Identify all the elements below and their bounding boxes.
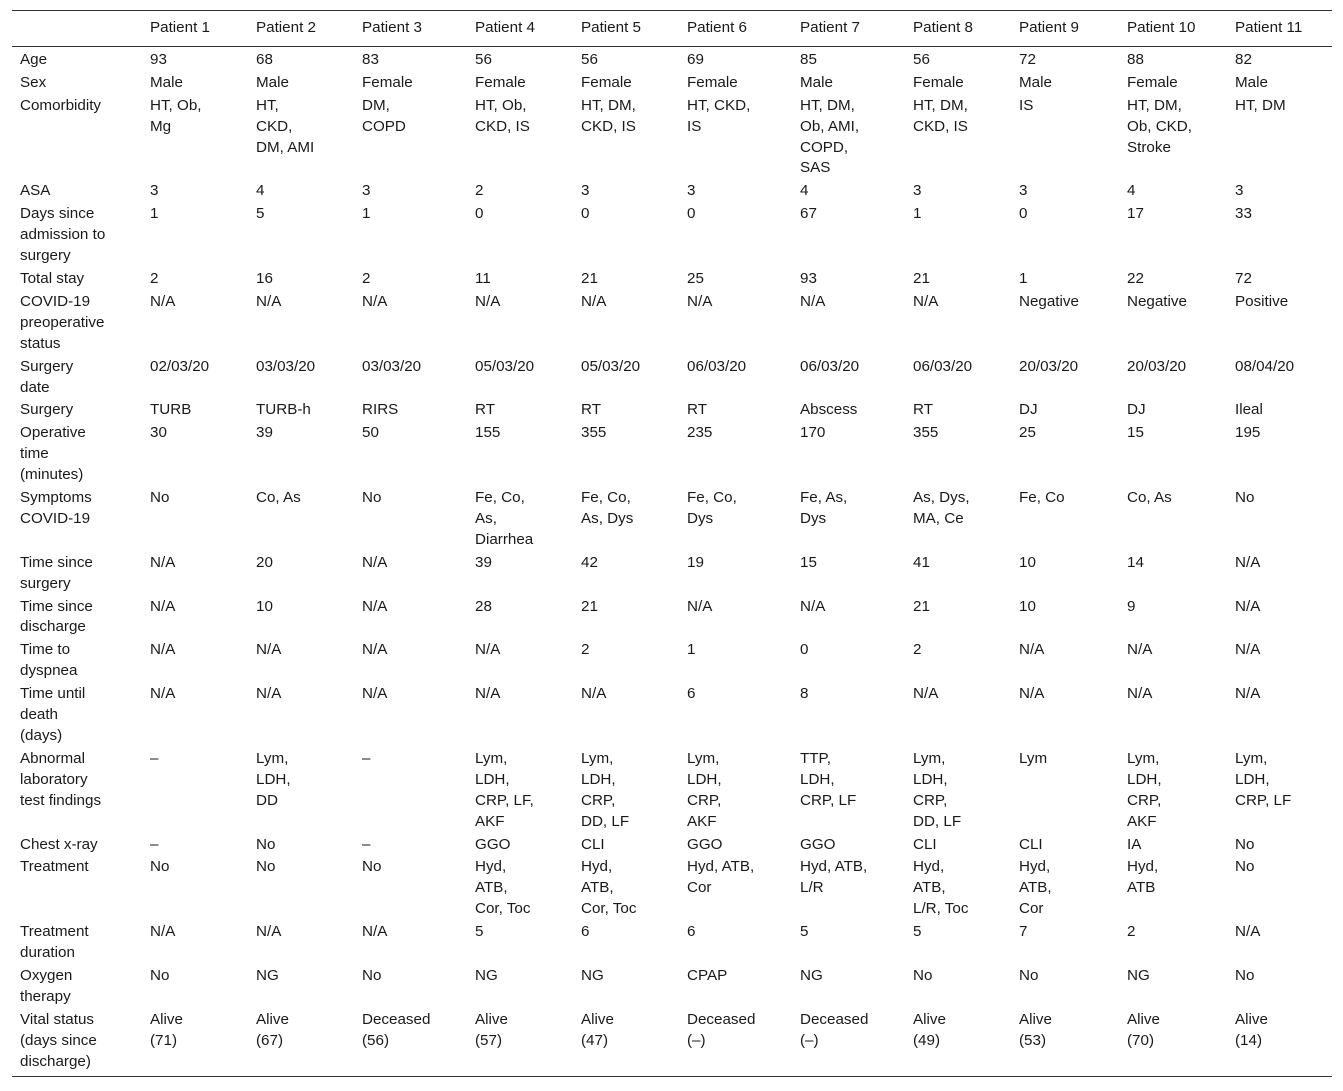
table-cell: CLI — [1019, 835, 1043, 853]
table-cell: 235 — [687, 424, 713, 442]
row-label: Treatment duration — [20, 923, 89, 962]
table-cell: 5 — [913, 923, 922, 941]
row-label: Sex — [20, 73, 47, 91]
table-cell: 14 — [1127, 553, 1144, 571]
table-cell: 21 — [581, 269, 598, 287]
table-cell: 28 — [475, 597, 492, 615]
table-cell: N/A — [150, 597, 176, 615]
table-cell: 10 — [1019, 597, 1036, 615]
table-cell: 83 — [362, 50, 379, 68]
table-cell: Male — [256, 73, 289, 91]
table-cell: Hyd, ATB, Cor, Toc — [581, 858, 637, 918]
table-cell: Female — [1127, 73, 1178, 91]
table-row — [12, 179, 1332, 202]
table-cell: NG — [1127, 966, 1150, 984]
table-cell: 5 — [800, 923, 809, 941]
row-label: Symptoms COVID-19 — [20, 489, 92, 527]
table-cell: 25 — [1019, 424, 1036, 442]
table-cell: N/A — [1019, 685, 1045, 703]
table-cell: 25 — [687, 269, 704, 287]
table-cell: Male — [800, 73, 833, 91]
table-cell: 5 — [475, 923, 484, 941]
table-cell: N/A — [150, 553, 176, 571]
table-cell: 2 — [581, 641, 590, 659]
column-header-patient-9: Patient 9 — [1011, 11, 1119, 47]
table-row — [12, 46, 1332, 70]
table-cell: 170 — [800, 424, 826, 442]
table-cell: No — [150, 489, 170, 507]
table-row — [12, 202, 1332, 267]
table-cell: N/A — [150, 923, 176, 941]
table-cell: Fe, Co — [1019, 489, 1065, 507]
row-label: Time to dyspnea — [20, 641, 78, 680]
table-cell: N/A — [1127, 685, 1153, 703]
table-cell: 3 — [1019, 182, 1028, 200]
table-cell: Female — [362, 73, 413, 91]
table-row — [12, 1008, 1332, 1076]
table-cell: N/A — [913, 685, 939, 703]
table-cell: 155 — [475, 424, 501, 442]
table-cell: N/A — [1127, 641, 1153, 659]
table-cell: RT — [581, 401, 601, 419]
table-row — [12, 355, 1332, 399]
table-cell: Hyd, ATB, Cor — [687, 858, 755, 897]
table-cell: 1 — [1019, 269, 1028, 287]
table-row — [12, 421, 1332, 486]
table-cell: 20/03/20 — [1019, 357, 1079, 375]
table-cell: 2 — [1127, 923, 1136, 941]
table-cell: Hyd, ATB, Cor, Toc — [475, 858, 531, 918]
table-cell: 93 — [150, 50, 167, 68]
table-cell: 10 — [256, 597, 273, 615]
table-cell: 17 — [1127, 205, 1144, 223]
table-cell: 0 — [581, 205, 590, 223]
table-cell: Lym, LDH, CRP, LF — [1235, 749, 1292, 809]
table-cell: Female — [475, 73, 526, 91]
table-cell: 72 — [1019, 50, 1036, 68]
table-cell: No — [1235, 966, 1255, 984]
table-cell: N/A — [256, 923, 282, 941]
table-cell: 0 — [800, 641, 809, 659]
table-cell: 15 — [800, 553, 817, 571]
table-cell: 39 — [256, 424, 273, 442]
table-cell: Alive (49) — [905, 1008, 1011, 1076]
table-cell: 3 — [150, 182, 159, 200]
table-cell: 21 — [913, 597, 930, 615]
table-cell: N/A — [1235, 923, 1261, 941]
table-cell: N/A — [687, 597, 713, 615]
table-cell: 11 — [475, 269, 491, 287]
column-header-patient-5: Patient 5 — [573, 11, 679, 47]
column-header-patient-2: Patient 2 — [248, 11, 354, 47]
table-cell: N/A — [362, 641, 388, 659]
table-cell: 20 — [256, 553, 273, 571]
table-cell: Lym — [1019, 749, 1048, 767]
table-row — [12, 71, 1332, 94]
column-header-patient-4: Patient 4 — [467, 11, 573, 47]
row-label: Chest x-ray — [20, 835, 98, 853]
table-cell: Lym, LDH, CRP, AKF — [687, 749, 722, 830]
table-cell: DJ — [1127, 401, 1146, 419]
table-cell: 67 — [800, 205, 817, 223]
table-cell: NG — [475, 966, 498, 984]
table-cell: DM, COPD — [362, 96, 406, 135]
table-cell: 8 — [800, 685, 809, 703]
table-cell: N/A — [1235, 685, 1261, 703]
table-cell: N/A — [150, 292, 176, 310]
table-cell: No — [1235, 489, 1255, 507]
table-cell: Hyd, ATB, L/R — [800, 858, 868, 897]
table-cell: Fe, Co, As, Diarrhea — [475, 489, 534, 548]
table-cell: 41 — [913, 553, 930, 571]
table-cell: N/A — [475, 641, 501, 659]
table-cell: 1 — [150, 205, 159, 223]
table-row — [12, 638, 1332, 682]
table-cell: N/A — [687, 292, 713, 310]
table-cell: 1 — [913, 205, 922, 223]
table-cell: Alive (47) — [573, 1008, 679, 1076]
table-cell: 21 — [913, 269, 930, 287]
table-cell: 3 — [362, 182, 371, 200]
table-cell: 03/03/20 — [256, 357, 316, 375]
patient-characteristics-table — [12, 10, 1332, 1077]
table-cell: 06/03/20 — [800, 357, 860, 375]
table-cell: 68 — [256, 50, 273, 68]
table-cell: Female — [581, 73, 632, 91]
table-cell: 39 — [475, 553, 492, 571]
row-label: Oxygen therapy — [20, 966, 73, 1005]
table-cell: 6 — [687, 685, 696, 703]
row-label: Time since surgery — [20, 553, 93, 592]
table-cell: 3 — [581, 182, 590, 200]
table-cell: 08/04/20 — [1235, 357, 1295, 375]
table-cell: 10 — [1019, 553, 1036, 571]
table-row — [12, 920, 1332, 964]
table-cell: 19 — [687, 553, 704, 571]
table-cell: Negative — [1127, 292, 1187, 310]
row-label: Age — [20, 50, 48, 68]
table-cell: GGO — [800, 835, 836, 853]
table-cell: Hyd, ATB, L/R, Toc — [913, 858, 969, 918]
table-cell: Fe, Co, Dys — [687, 489, 737, 527]
table-cell: 15 — [1127, 424, 1144, 442]
table-cell: 33 — [1235, 205, 1252, 223]
table-cell: 2 — [475, 182, 484, 200]
table-cell: 0 — [1019, 205, 1028, 223]
table-cell: N/A — [1019, 641, 1045, 659]
table-cell: Male — [1019, 73, 1052, 91]
table-cell: 50 — [362, 424, 379, 442]
table-cell: Hyd, ATB, Cor — [1019, 858, 1052, 918]
table-cell: Positive — [1235, 292, 1289, 310]
table-cell: N/A — [475, 685, 501, 703]
table-row — [12, 964, 1332, 1008]
table-cell: Lym, LDH, CRP, DD, LF — [913, 749, 962, 830]
table-cell: 9 — [1127, 597, 1136, 615]
table-cell: N/A — [256, 292, 282, 310]
table-cell: N/A — [362, 553, 388, 571]
table-cell: No — [256, 835, 276, 853]
table-cell: 06/03/20 — [913, 357, 973, 375]
row-label: Comorbidity — [20, 96, 102, 114]
table-cell: RIRS — [362, 401, 399, 419]
row-label: Operative time (minutes) — [20, 424, 86, 484]
column-header-patient-7: Patient 7 — [792, 11, 905, 47]
header-corner — [12, 11, 142, 47]
table-cell: Abscess — [800, 401, 858, 419]
table-cell: – — [150, 749, 159, 767]
table-cell: Lym, LDH, DD — [256, 749, 291, 809]
table-cell: N/A — [1235, 597, 1261, 615]
table-row — [12, 833, 1332, 856]
column-header-patient-3: Patient 3 — [354, 11, 467, 47]
table-cell: HT, DM, CKD, IS — [581, 96, 636, 135]
table-cell: N/A — [150, 641, 176, 659]
table-cell: HT, DM, Ob, AMI, COPD, SAS — [800, 96, 860, 177]
table-cell: Hyd, ATB — [1127, 858, 1159, 897]
table-cell: Alive (14) — [1227, 1008, 1332, 1076]
table-cell: HT, DM, Ob, CKD, Stroke — [1127, 96, 1192, 156]
column-header-patient-1: Patient 1 — [142, 11, 248, 47]
table-cell: No — [1235, 858, 1255, 876]
table-cell: 03/03/20 — [362, 357, 422, 375]
table-cell: No — [256, 858, 276, 876]
table-cell: 195 — [1235, 424, 1261, 442]
table-cell: HT, DM — [1235, 96, 1286, 114]
table-cell: Deceased (56) — [354, 1008, 467, 1076]
table-row — [12, 398, 1332, 421]
row-label: Total stay — [20, 269, 85, 287]
table-cell: Lym, LDH, CRP, LF, AKF — [475, 749, 534, 830]
table-cell: CPAP — [687, 966, 728, 984]
table-cell: Alive (71) — [142, 1008, 248, 1076]
table-row — [12, 551, 1332, 595]
table-cell: 16 — [256, 269, 273, 287]
table-cell: No — [362, 858, 382, 876]
table-cell: 2 — [362, 269, 371, 287]
table-cell: N/A — [913, 292, 939, 310]
column-header-patient-11: Patient 11 — [1227, 11, 1332, 47]
table-cell: HT, Ob, CKD, IS — [475, 96, 530, 135]
table-cell: HT, CKD, DM, AMI — [256, 96, 315, 156]
table-cell: 4 — [800, 182, 809, 200]
table-cell: 02/03/20 — [150, 357, 210, 375]
row-label: ASA — [20, 182, 51, 200]
table-cell: RT — [913, 401, 933, 419]
table-row — [12, 94, 1332, 180]
table-cell: 355 — [913, 424, 939, 442]
table-cell: N/A — [362, 923, 388, 941]
table-cell: 4 — [256, 182, 265, 200]
table-cell: IS — [1019, 96, 1034, 114]
row-label: Surgery date — [20, 357, 74, 396]
table-cell: 3 — [687, 182, 696, 200]
table-cell: N/A — [362, 597, 388, 615]
row-label: Time since discharge — [20, 597, 93, 636]
table-cell: 0 — [687, 205, 696, 223]
table-cell: RT — [687, 401, 707, 419]
table-cell: Male — [150, 73, 183, 91]
table-row — [12, 486, 1332, 551]
table-cell: N/A — [800, 597, 826, 615]
table-cell: As, Dys, MA, Ce — [913, 489, 970, 527]
table-cell: N/A — [1235, 553, 1261, 571]
table-cell: Negative — [1019, 292, 1079, 310]
table-cell: TURB-h — [256, 401, 311, 419]
row-label: Days since admission to surgery — [20, 205, 106, 265]
table-cell: No — [1019, 966, 1039, 984]
table-cell: – — [150, 835, 159, 853]
table-cell: 93 — [800, 269, 817, 287]
table-cell: No — [362, 966, 382, 984]
row-label: Treatment — [20, 858, 89, 876]
column-header-patient-10: Patient 10 — [1119, 11, 1227, 47]
table-cell: Alive (53) — [1011, 1008, 1119, 1076]
table-body — [12, 46, 1332, 1076]
row-label: COVID-19 preoperative status — [20, 292, 105, 352]
table-cell: 72 — [1235, 269, 1252, 287]
table-cell: Fe, Co, As, Dys — [581, 489, 634, 527]
table-cell: No — [913, 966, 933, 984]
table-header-row — [12, 11, 1332, 47]
row-label: Time until death (days) — [20, 685, 86, 744]
table-cell: – — [362, 749, 371, 767]
table-cell: 2 — [150, 269, 159, 287]
table-cell: NG — [256, 966, 279, 984]
table-cell: CLI — [913, 835, 937, 853]
table-cell: 56 — [913, 50, 930, 68]
table-cell: 0 — [475, 205, 484, 223]
table-cell: Female — [687, 73, 738, 91]
table-cell: GGO — [475, 835, 511, 853]
table-cell: No — [150, 966, 170, 984]
table-cell: Co, As — [1127, 489, 1172, 507]
table-cell: IA — [1127, 835, 1142, 853]
table-cell: TTP, LDH, CRP, LF — [800, 749, 857, 809]
table-cell: Lym, LDH, CRP, DD, LF — [581, 749, 630, 830]
table-cell: No — [362, 489, 382, 507]
table-cell: N/A — [362, 292, 388, 310]
row-label: Abnormal laboratory test findings — [20, 749, 102, 809]
table-cell: 1 — [362, 205, 371, 223]
table-row — [12, 747, 1332, 833]
row-label: Surgery — [20, 401, 74, 419]
row-label: Vital status (days since discharge) — [12, 1008, 142, 1076]
table-cell: TURB — [150, 401, 192, 419]
table-container — [12, 10, 1332, 1077]
table-cell: Co, As — [256, 489, 301, 507]
table-cell: N/A — [256, 685, 282, 703]
column-header-patient-6: Patient 6 — [679, 11, 792, 47]
table-cell: 82 — [1235, 50, 1252, 68]
table-cell: Deceased (–) — [679, 1008, 792, 1076]
table-cell: – — [362, 835, 371, 853]
table-cell: 88 — [1127, 50, 1144, 68]
table-cell: Fe, As, Dys — [800, 489, 848, 527]
table-cell: 2 — [913, 641, 922, 659]
table-cell: 3 — [913, 182, 922, 200]
table-cell: No — [1235, 835, 1255, 853]
table-cell: 05/03/20 — [581, 357, 641, 375]
table-cell: RT — [475, 401, 495, 419]
table-cell: N/A — [581, 685, 607, 703]
table-cell: Alive (57) — [467, 1008, 573, 1076]
table-cell: DJ — [1019, 401, 1038, 419]
table-cell: 85 — [800, 50, 817, 68]
table-cell: 3 — [1235, 182, 1244, 200]
table-row — [12, 290, 1332, 355]
table-cell: 355 — [581, 424, 607, 442]
table-cell: 22 — [1127, 269, 1144, 287]
table-cell: 56 — [581, 50, 598, 68]
table-row — [12, 855, 1332, 920]
table-cell: HT, Ob, Mg — [150, 96, 202, 135]
table-cell: NG — [581, 966, 604, 984]
table-cell: Male — [1235, 73, 1268, 91]
table-cell: Alive (67) — [248, 1008, 354, 1076]
table-cell: Alive (70) — [1119, 1008, 1227, 1076]
table-cell: N/A — [150, 685, 176, 703]
table-cell: No — [150, 858, 170, 876]
table-cell: 4 — [1127, 182, 1136, 200]
table-cell: 69 — [687, 50, 704, 68]
table-cell: NG — [800, 966, 823, 984]
table-cell: CLI — [581, 835, 605, 853]
table-cell: 7 — [1019, 923, 1028, 941]
table-cell: 30 — [150, 424, 167, 442]
table-cell: 5 — [256, 205, 265, 223]
table-row — [12, 595, 1332, 639]
table-row — [12, 267, 1332, 290]
table-cell: 20/03/20 — [1127, 357, 1187, 375]
table-cell: N/A — [475, 292, 501, 310]
table-cell: 05/03/20 — [475, 357, 535, 375]
table-cell: Deceased (–) — [792, 1008, 905, 1076]
table-cell: N/A — [800, 292, 826, 310]
table-cell: 06/03/20 — [687, 357, 747, 375]
table-cell: GGO — [687, 835, 723, 853]
table-cell: 1 — [687, 641, 696, 659]
table-cell: 6 — [581, 923, 590, 941]
table-cell: N/A — [581, 292, 607, 310]
table-cell: 42 — [581, 553, 598, 571]
table-cell: HT, DM, CKD, IS — [913, 96, 968, 135]
table-cell: Lym, LDH, CRP, AKF — [1127, 749, 1162, 830]
table-cell: 56 — [475, 50, 492, 68]
column-header-patient-8: Patient 8 — [905, 11, 1011, 47]
table-cell: N/A — [362, 685, 388, 703]
table-cell: 21 — [581, 597, 598, 615]
table-cell: Ileal — [1235, 401, 1263, 419]
table-cell: N/A — [256, 641, 282, 659]
table-row — [12, 682, 1332, 747]
table-cell: N/A — [1235, 641, 1261, 659]
table-cell: HT, CKD, IS — [687, 96, 751, 135]
table-cell: Female — [913, 73, 964, 91]
table-cell: 6 — [687, 923, 696, 941]
